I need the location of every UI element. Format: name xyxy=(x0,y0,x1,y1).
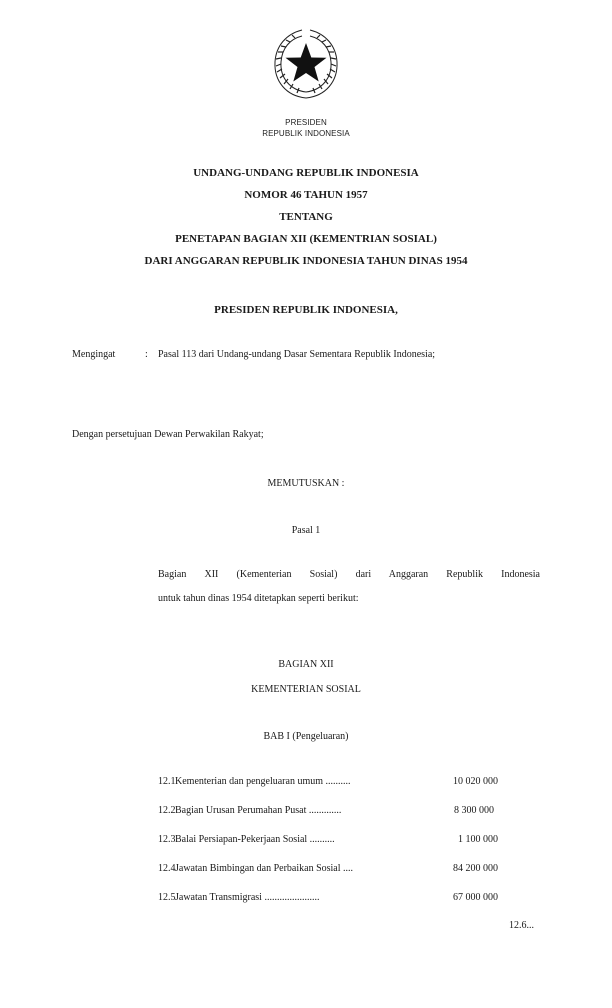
budget-item-amount: 10 020 000 xyxy=(453,776,498,787)
persetujuan-text: Dengan persetujuan Dewan Perwakilan Rakyat; xyxy=(72,429,264,440)
presidential-emblem-icon xyxy=(268,26,344,102)
pasal-1-heading: Pasal 1 xyxy=(291,525,321,536)
title-line-3: TENTANG xyxy=(279,211,333,223)
title-line-1: UNDANG-UNDANG REPUBLIK INDONESIA xyxy=(193,167,419,179)
mengingat-colon: : xyxy=(145,349,148,360)
pasal-1-paragraph xyxy=(158,563,540,611)
kementerian-heading: KEMENTERIAN SOSIAL xyxy=(251,684,361,695)
title-line-2: NOMOR 46 TAHUN 1957 xyxy=(244,189,368,201)
budget-row xyxy=(158,892,498,906)
budget-item-label: Balai Persiapan-Pekerjaan Sosial .......... xyxy=(175,834,335,845)
page-continuation-marker: 12.6... xyxy=(509,920,534,931)
emblem-caption xyxy=(0,117,612,139)
budget-item-label: Bagian Urusan Perumahan Pusat ............. xyxy=(175,805,342,816)
budget-item-amount: 1 100 000 xyxy=(458,834,498,845)
budget-item-amount: 67 000 000 xyxy=(453,892,498,903)
budget-item-label: Jawatan Transmigrasi ...................... xyxy=(175,892,320,903)
memutuskan-heading: MEMUTUSKAN : xyxy=(267,478,345,489)
president-heading: PRESIDEN REPUBLIK INDONESIA, xyxy=(214,304,398,316)
pasal-1-line-1: Bagian XII (Kementerian Sosial) dari Anggaran Republik Indonesia xyxy=(158,569,540,580)
budget-row xyxy=(158,805,498,819)
caption-presiden: PRESIDEN xyxy=(285,118,327,127)
mengingat-label: Mengingat xyxy=(72,349,116,360)
mengingat-text: Pasal 113 dari Undang-undang Dasar Sementara Republik Indonesia; xyxy=(158,349,436,360)
budget-item-number: 12.5 xyxy=(158,892,176,903)
title-line-5: DARI ANGGARAN REPUBLIK INDONESIA TAHUN DINAS 1954 xyxy=(144,255,468,267)
budget-item-amount: 84 200 000 xyxy=(453,863,498,874)
budget-item-label: Jawatan Bimbingan dan Perbaikan Sosial .... xyxy=(175,863,354,874)
pasal-1-line-2: untuk tahun dinas 1954 ditetapkan seperti berikut: xyxy=(158,593,359,604)
budget-item-amount: 8 300 000 xyxy=(454,805,494,816)
bab-heading: BAB I (Pengeluaran) xyxy=(263,731,349,742)
bagian-heading: BAGIAN XII xyxy=(278,659,334,670)
title-line-4: PENETAPAN BAGIAN XII (KEMENTRIAN SOSIAL) xyxy=(175,233,437,245)
budget-item-number: 12.1 xyxy=(158,776,176,787)
budget-item-number: 12.4 xyxy=(158,863,176,874)
document-title xyxy=(0,162,612,272)
caption-republik-indonesia: REPUBLIK INDONESIA xyxy=(262,129,350,138)
budget-item-label: Kementerian dan pengeluaran umum .......... xyxy=(175,776,351,787)
budget-row xyxy=(158,863,498,877)
budget-item-number: 12.3 xyxy=(158,834,176,845)
budget-item-number: 12.2 xyxy=(158,805,176,816)
budget-row xyxy=(158,834,498,848)
budget-row xyxy=(158,776,498,790)
